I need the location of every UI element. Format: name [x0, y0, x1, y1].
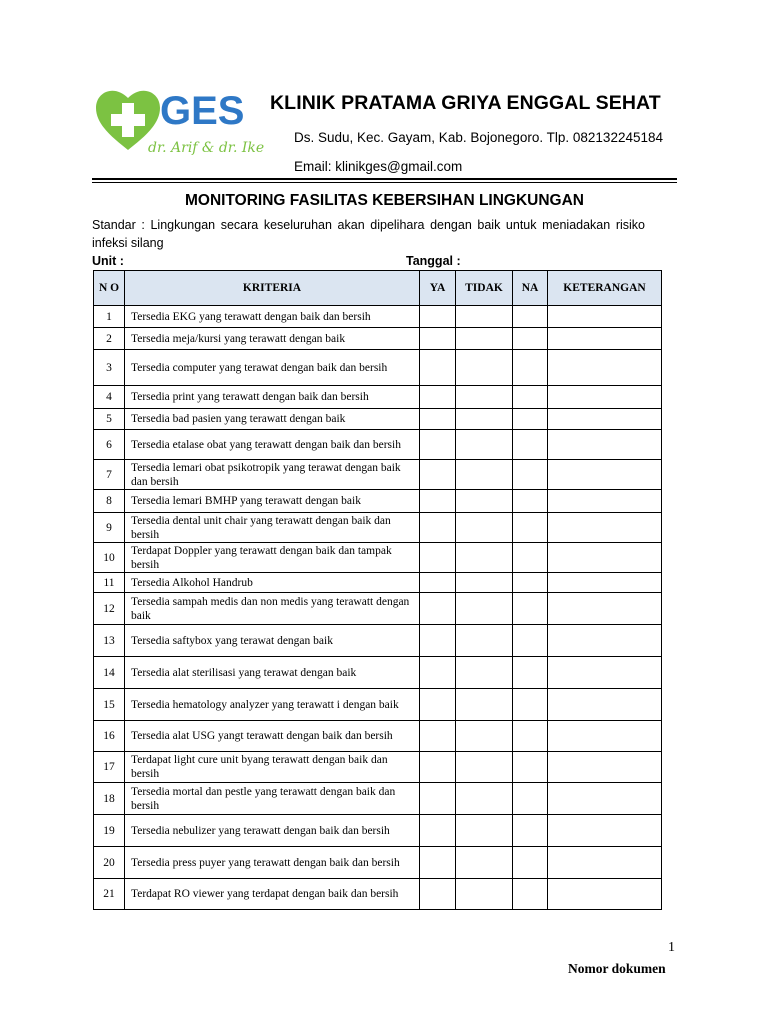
cell-ya	[420, 306, 456, 328]
cell-keterangan	[548, 350, 662, 386]
cell-tidak	[456, 783, 513, 815]
row-number: 11	[94, 573, 125, 593]
cell-ya	[420, 815, 456, 847]
cell-na	[513, 513, 548, 543]
row-number: 12	[94, 593, 125, 625]
cell-keterangan	[548, 460, 662, 490]
cell-tidak	[456, 879, 513, 910]
table-row	[94, 386, 662, 409]
cell-keterangan	[548, 625, 662, 657]
col-header-ya: YA	[420, 271, 456, 306]
cell-ya	[420, 409, 456, 430]
row-kriteria: Terdapat light cure unit byang terawatt dengan baik dan bersih	[125, 752, 420, 783]
table-row	[94, 513, 662, 543]
cell-tidak	[456, 328, 513, 350]
cell-keterangan	[548, 752, 662, 783]
logo-tagline: dr. Arif & dr. Ike	[148, 140, 265, 156]
row-kriteria: Tersedia lemari obat psikotropik yang terawat dengan baik dan bersih	[125, 460, 420, 490]
row-kriteria: Tersedia alat sterilisasi yang terawat dengan baik	[125, 657, 420, 689]
cell-na	[513, 752, 548, 783]
row-number: 4	[94, 386, 125, 409]
cell-keterangan	[548, 490, 662, 513]
cell-tidak	[456, 513, 513, 543]
cell-na	[513, 689, 548, 721]
clinic-email: Email: klinikges@gmail.com	[294, 159, 463, 174]
row-kriteria: Tersedia print yang terawatt dengan baik dan bersih	[125, 386, 420, 409]
row-number: 20	[94, 847, 125, 879]
tanggal-label: Tanggal :	[406, 254, 461, 268]
cell-keterangan	[548, 815, 662, 847]
table-row	[94, 879, 662, 910]
cell-tidak	[456, 409, 513, 430]
row-kriteria: Tersedia press puyer yang terawatt dengan baik dan bersih	[125, 847, 420, 879]
clinic-name: KLINIK PRATAMA GRIYA ENGGAL SEHAT	[270, 92, 661, 114]
cell-ya	[420, 350, 456, 386]
cell-na	[513, 783, 548, 815]
row-number: 13	[94, 625, 125, 657]
cell-ya	[420, 543, 456, 573]
row-number: 2	[94, 328, 125, 350]
cell-ya	[420, 573, 456, 593]
cell-na	[513, 815, 548, 847]
cell-tidak	[456, 490, 513, 513]
cell-ya	[420, 490, 456, 513]
row-number: 15	[94, 689, 125, 721]
row-kriteria: Tersedia saftybox yang terawat dengan baik	[125, 625, 420, 657]
row-kriteria: Tersedia lemari BMHP yang terawatt dengan baik	[125, 490, 420, 513]
cell-keterangan	[548, 513, 662, 543]
cell-na	[513, 657, 548, 689]
cell-keterangan	[548, 689, 662, 721]
clinic-address: Ds. Sudu, Kec. Gayam, Kab. Bojonegoro. Tlp. 082132245184	[294, 130, 663, 145]
row-kriteria: Terdapat RO viewer yang terdapat dengan baik dan bersih	[125, 879, 420, 910]
cell-tidak	[456, 306, 513, 328]
row-kriteria: Tersedia nebulizer yang terawatt dengan baik dan bersih	[125, 815, 420, 847]
col-header-keterangan: KETERANGAN	[548, 271, 662, 306]
cell-tidak	[456, 689, 513, 721]
header-divider	[92, 178, 677, 180]
row-kriteria: Tersedia meja/kursi yang terawatt dengan baik	[125, 328, 420, 350]
cell-keterangan	[548, 783, 662, 815]
header-divider-thin	[92, 182, 677, 183]
cell-tidak	[456, 593, 513, 625]
cell-na	[513, 386, 548, 409]
cell-ya	[420, 430, 456, 460]
cell-ya	[420, 657, 456, 689]
cell-ya	[420, 328, 456, 350]
cell-tidak	[456, 386, 513, 409]
unit-label: Unit :	[92, 254, 124, 268]
cell-na	[513, 409, 548, 430]
cell-na	[513, 328, 548, 350]
cell-tidak	[456, 543, 513, 573]
table-body	[94, 306, 662, 910]
col-header-no: N O	[94, 271, 125, 306]
cell-na	[513, 573, 548, 593]
table-row	[94, 752, 662, 783]
cell-tidak	[456, 752, 513, 783]
row-kriteria: Tersedia mortal dan pestle yang terawatt dengan baik dan bersih	[125, 783, 420, 815]
table-row	[94, 460, 662, 490]
cell-keterangan	[548, 306, 662, 328]
row-number: 14	[94, 657, 125, 689]
row-number: 17	[94, 752, 125, 783]
row-number: 6	[94, 430, 125, 460]
row-number: 5	[94, 409, 125, 430]
table-row	[94, 721, 662, 752]
cell-ya	[420, 625, 456, 657]
cell-na	[513, 847, 548, 879]
cell-ya	[420, 847, 456, 879]
document-number-label: Nomor dokumen	[568, 961, 666, 976]
row-number: 9	[94, 513, 125, 543]
col-header-tidak: TIDAK	[456, 271, 513, 306]
cell-ya	[420, 721, 456, 752]
row-number: 1	[94, 306, 125, 328]
cell-tidak	[456, 350, 513, 386]
cell-keterangan	[548, 430, 662, 460]
table-row	[94, 689, 662, 721]
table-row	[94, 847, 662, 879]
row-kriteria: Tersedia bad pasien yang terawatt dengan baik	[125, 409, 420, 430]
cell-ya	[420, 386, 456, 409]
unit-tanggal-row	[92, 254, 645, 270]
table-row	[94, 328, 662, 350]
row-number: 16	[94, 721, 125, 752]
cell-keterangan	[548, 409, 662, 430]
row-kriteria: Tersedia etalase obat yang terawatt dengan baik dan bersih	[125, 430, 420, 460]
cell-keterangan	[548, 573, 662, 593]
row-kriteria: Tersedia hematology analyzer yang terawatt i dengan baik	[125, 689, 420, 721]
table-row	[94, 815, 662, 847]
cell-keterangan	[548, 721, 662, 752]
cell-na	[513, 430, 548, 460]
row-number: 19	[94, 815, 125, 847]
row-kriteria: Terdapat Doppler yang terawatt dengan baik dan tampak bersih	[125, 543, 420, 573]
row-kriteria: Tersedia alat USG yangt terawatt dengan baik dan bersih	[125, 721, 420, 752]
cell-tidak	[456, 815, 513, 847]
cell-na	[513, 593, 548, 625]
row-kriteria: Tersedia dental unit chair yang terawatt dengan baik dan bersih	[125, 513, 420, 543]
cell-keterangan	[548, 328, 662, 350]
table-row	[94, 783, 662, 815]
cell-na	[513, 625, 548, 657]
cell-keterangan	[548, 543, 662, 573]
row-number: 21	[94, 879, 125, 910]
cell-na	[513, 490, 548, 513]
row-kriteria: Tersedia EKG yang terawatt dengan baik dan bersih	[125, 306, 420, 328]
col-header-na: NA	[513, 271, 548, 306]
cell-ya	[420, 513, 456, 543]
cell-ya	[420, 460, 456, 490]
cell-na	[513, 879, 548, 910]
cell-na	[513, 306, 548, 328]
table-row	[94, 657, 662, 689]
document-title: MONITORING FASILITAS KEBERSIHAN LINGKUNGAN	[185, 192, 584, 209]
standar-text: Standar : Lingkungan secara keseluruhan akan dipelihara dengan baik untuk meniadakan risiko infeksi silang	[92, 218, 645, 250]
table-row	[94, 430, 662, 460]
cell-tidak	[456, 460, 513, 490]
row-number: 3	[94, 350, 125, 386]
cell-ya	[420, 783, 456, 815]
row-kriteria: Tersedia Alkohol Handrub	[125, 573, 420, 593]
cell-ya	[420, 689, 456, 721]
criteria-table	[93, 270, 662, 910]
row-kriteria: Tersedia computer yang terawat dengan baik dan bersih	[125, 350, 420, 386]
page-number: 1	[668, 940, 675, 955]
table-row	[94, 490, 662, 513]
table-row	[94, 409, 662, 430]
cell-tidak	[456, 430, 513, 460]
row-number: 8	[94, 490, 125, 513]
table-row	[94, 543, 662, 573]
table-row	[94, 593, 662, 625]
cell-tidak	[456, 573, 513, 593]
row-number: 10	[94, 543, 125, 573]
cell-tidak	[456, 657, 513, 689]
row-number: 7	[94, 460, 125, 490]
cell-tidak	[456, 625, 513, 657]
cell-keterangan	[548, 847, 662, 879]
table-row	[94, 573, 662, 593]
table-row	[94, 350, 662, 386]
cell-ya	[420, 752, 456, 783]
cell-na	[513, 350, 548, 386]
cell-keterangan	[548, 879, 662, 910]
cell-na	[513, 543, 548, 573]
cell-tidak	[456, 847, 513, 879]
clinic-logo	[92, 84, 272, 162]
table-header-row	[94, 271, 662, 306]
cell-ya	[420, 879, 456, 910]
col-header-kriteria: KRITERIA	[125, 271, 420, 306]
table-row	[94, 625, 662, 657]
row-kriteria: Tersedia sampah medis dan non medis yang terawatt dengan baik	[125, 593, 420, 625]
cell-tidak	[456, 721, 513, 752]
cell-keterangan	[548, 386, 662, 409]
cell-na	[513, 460, 548, 490]
cell-ya	[420, 593, 456, 625]
table-row	[94, 306, 662, 328]
cell-na	[513, 721, 548, 752]
cell-keterangan	[548, 593, 662, 625]
logo-text: GES	[160, 89, 245, 133]
row-number: 18	[94, 783, 125, 815]
cell-keterangan	[548, 657, 662, 689]
